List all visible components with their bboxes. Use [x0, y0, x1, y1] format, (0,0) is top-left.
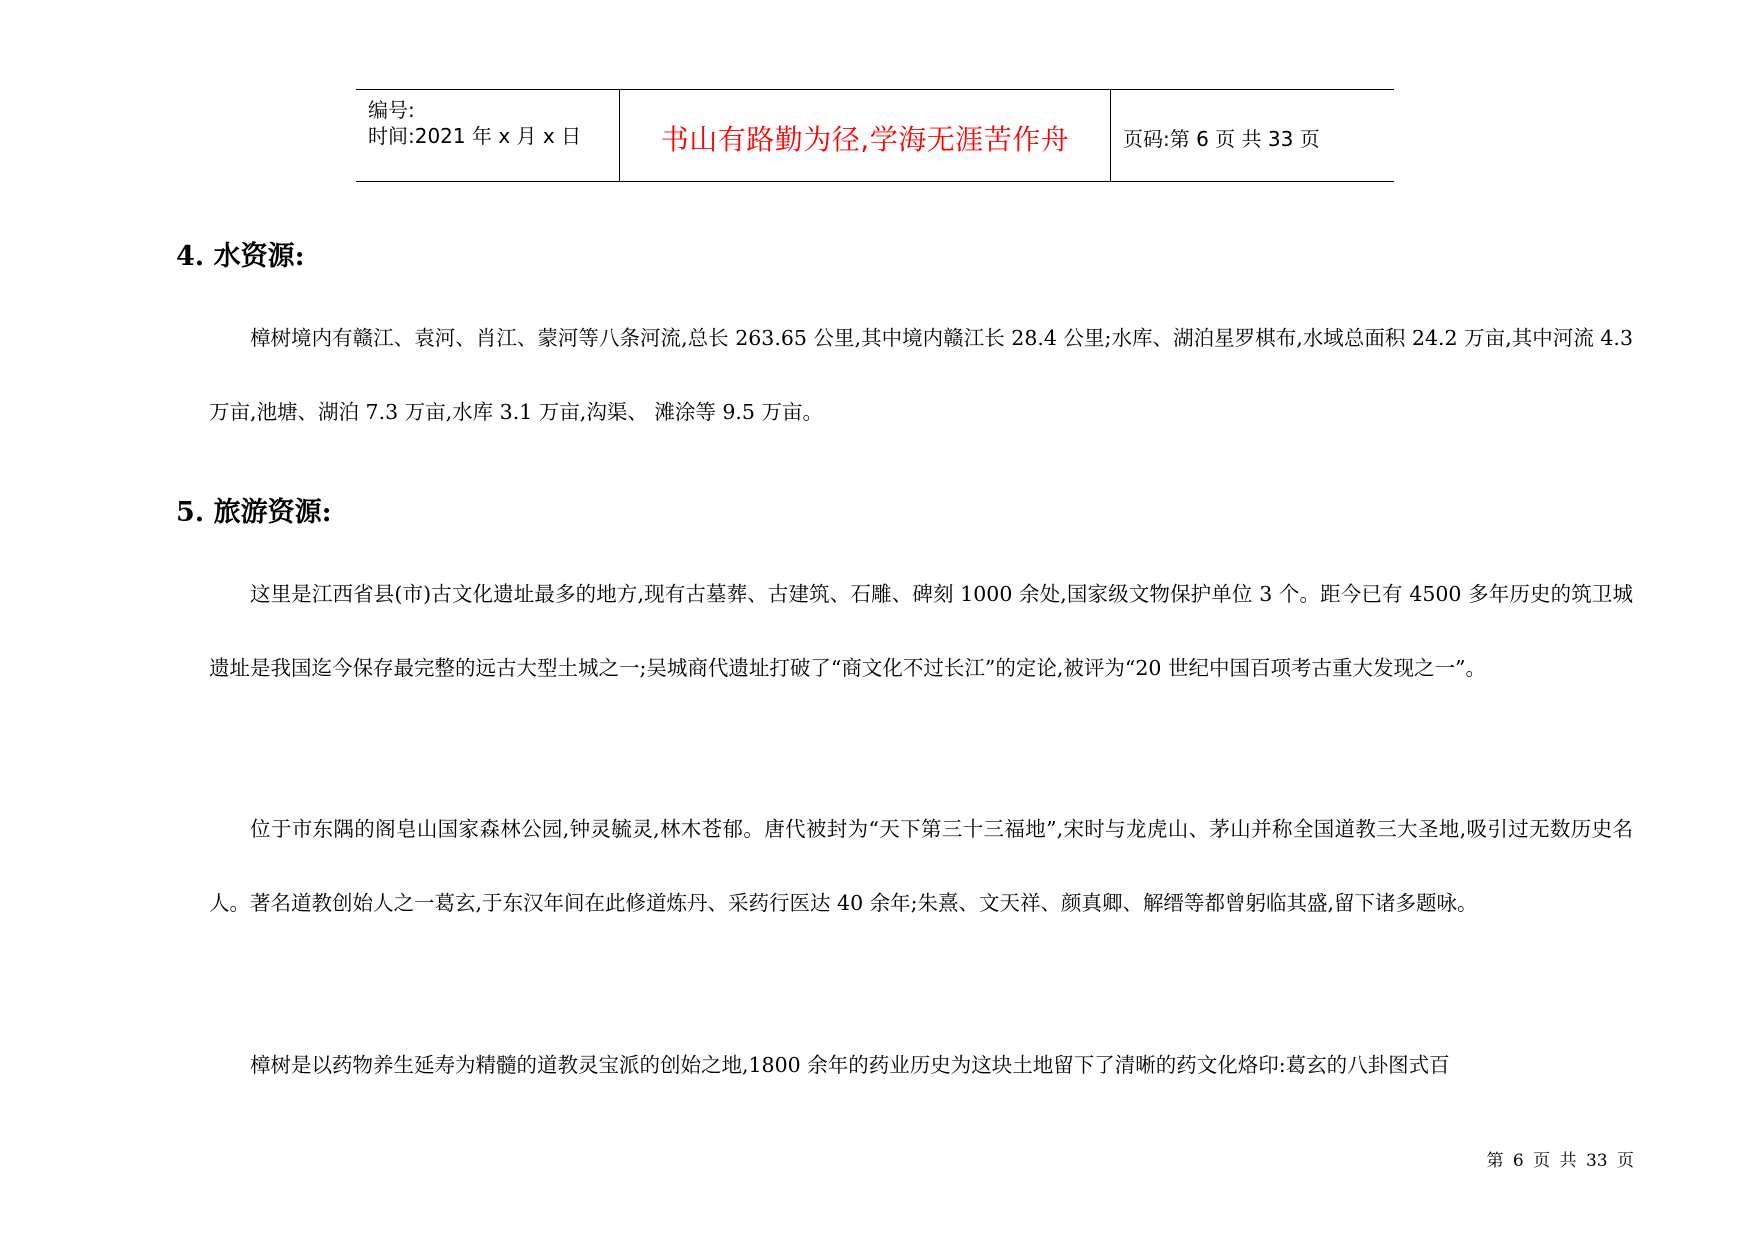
header-motto: 书山有路勤为径,学海无涯苦作舟 [660, 123, 1070, 156]
section-heading-water: 4. 水资源: [176, 241, 305, 272]
header-page-info: 页码:第 6 页 共 33 页 [1123, 127, 1320, 151]
paragraph-tourism-3: 樟树是以药物养生延寿为精髓的道教灵宝派的创始之地,1800 余年的药业历史为这块土地留下了清晰的药文化烙印:葛玄的八卦图式百 [250, 1053, 1450, 1077]
section-heading-tourism: 5. 旅游资源: [176, 497, 332, 528]
header-motto-cell [620, 90, 1111, 181]
paragraph-tourism-1: 这里是江西省县(市)古文化遗址最多的地方,现有古墓葬、古建筑、石雕、碑刻 1000 余处,国家级文物保护单位 3 个。距今已有 4500 多年历史的筑卫城遗址是我国迄今保存最完整的远古大型土城之一;吴城商代遗址打破了“商文化不过长江”的定论,被评为“20 世纪中国百项考古重大发现之一”。 [209, 582, 1633, 680]
header-meta-cell [356, 90, 620, 181]
paragraph-tourism-2: 位于市东隅的阁皂山国家森林公园,钟灵毓灵,林木苍郁。唐代被封为“天下第三十三福地”,宋时与龙虎山、茅山并称全国道教三大圣地,吸引过无数历史名人。著名道教创始人之一葛玄,于东汉年间在此修道炼丹、采药行医达 40 余年;朱熹、文天祥、颜真卿、解缙等都曾躬临其盛,留下诸多题咏。 [209, 817, 1633, 915]
page-footer: 第 6 页 共 33 页 [1486, 1151, 1634, 1171]
paragraph-water: 樟树境内有赣江、袁河、肖江、蒙河等八条河流,总长 263.65 公里,其中境内赣江长 28.4 公里;水库、湖泊星罗棋布,水域总面积 24.2 万亩,其中河流 4.3 万亩,池塘、湖泊 7.3 万亩,水库 3.1 万亩,沟渠、 滩涂等 9.5 万亩。 [209, 326, 1633, 424]
document-header [356, 89, 1394, 182]
number-label: 编号: [368, 98, 415, 122]
time-label: 时间:2021 年 x 月 x 日 [368, 124, 582, 148]
header-page-cell [1111, 90, 1394, 181]
